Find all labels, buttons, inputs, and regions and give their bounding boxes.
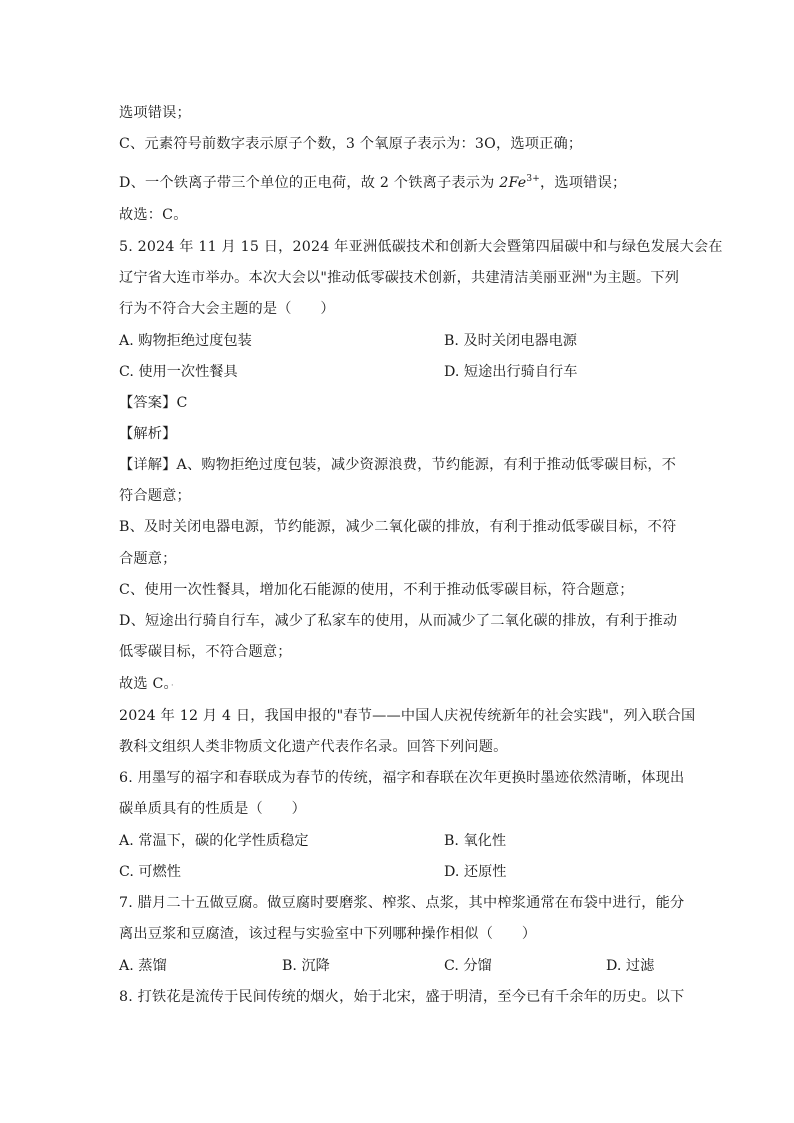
text-segment: ，选项错误； xyxy=(540,175,627,191)
option-a: A. 购物拒绝过度包装 xyxy=(119,333,252,349)
question-7-line: 离出豆浆和豆腐渣，该过程与实验室中下列哪种操作相似（ ） xyxy=(119,926,537,942)
option-b: B. 及时关闭电器电源 xyxy=(444,333,577,349)
explanation-line: 【详解】A、购物拒绝过度包装，减少资源浪费，节约能源，有利于推动低零碳目标，不 xyxy=(119,457,677,473)
question-7-line: 7. 腊月二十五做豆腐。做豆腐时要磨浆、榨浆、点浆，其中榨浆通常在布袋中进行，能分 xyxy=(119,895,685,911)
question-5-line: 行为不符合大会主题的是（ ） xyxy=(119,301,335,317)
question-5-line: 辽宁省大连市举办。本次大会以"推动低零碳技术创新，共建清洁美丽亚洲"为主题。下列 xyxy=(119,270,680,286)
analysis-label: 【解析】 xyxy=(119,426,177,442)
explanation-line: C、使用一次性餐具，增加化石能源的使用，不利于推动低零碳目标，符合题意； xyxy=(119,582,634,598)
intro-line: 2024 年 12 月 4 日，我国申报的"春节——中国人庆祝传统新年的社会实践"，列入联合国 xyxy=(119,708,696,724)
explanation-line: 合题意； xyxy=(119,551,177,567)
question-6-line: 6. 用墨写的福字和春联成为春节的传统，福字和春联在次年更换时墨迹依然清晰，体现出 xyxy=(119,770,685,786)
option-c: C. 使用一次性餐具 xyxy=(119,364,238,380)
question-6-line: 碳单质具有的性质是（ ） xyxy=(119,801,307,817)
option-b: B. 沉降 xyxy=(282,958,330,974)
text-line: C、元素符号前数字表示原子个数，3 个氧原子表示为：3O，选项正确； xyxy=(119,136,583,152)
explanation-line: 低零碳目标，不符合题意； xyxy=(119,644,292,660)
intro-line: 教科文组织人类非物质文化遗产代表作名录。回答下列问题。 xyxy=(119,739,508,755)
formula-element: Fe xyxy=(508,175,527,191)
explanation-line xyxy=(119,675,174,695)
option-b: B. 氧化性 xyxy=(444,833,507,849)
answer-label: 【答案】C xyxy=(119,395,188,411)
explanation-line: 符合题意； xyxy=(119,488,191,504)
question-5-line: 5. 2024 年 11 月 15 日，2024 年亚洲低碳技术和创新大会暨第四届碳中和与绿色发展大会在 xyxy=(119,239,723,255)
text-line-formula xyxy=(119,170,626,192)
text-segment: 故选 C。 xyxy=(119,676,171,692)
text-line: 选项错误； xyxy=(119,105,191,121)
option-c: C. 可燃性 xyxy=(119,864,181,880)
formula-charge: 3+ xyxy=(526,174,541,184)
option-d: D. 过滤 xyxy=(606,958,655,974)
explanation-line: B、及时关闭电器电源，节约能源，减少二氧化碳的排放，有利于推动低零碳目标，不符 xyxy=(119,519,677,535)
question-8-line: 8. 打铁花是流传于民间传统的烟火，始于北宋，盛于明清，至今已有千余年的历史。以下 xyxy=(119,989,685,1005)
option-c: C. 分馏 xyxy=(444,958,492,974)
option-d: D. 短途出行骑自行车 xyxy=(444,364,578,380)
explanation-line: D、短途出行骑自行车，减少了私家车的使用，从而减少了二氧化碳的排放，有利于推动 xyxy=(119,613,678,629)
formula-coefficient: 2 xyxy=(499,175,509,191)
option-a: A. 蒸馏 xyxy=(119,958,167,974)
option-d: D. 还原性 xyxy=(444,864,507,880)
text-line: 故选：C。 xyxy=(119,207,188,223)
stray-mark: · xyxy=(170,681,174,691)
option-a: A. 常温下，碳的化学性质稳定 xyxy=(119,833,309,849)
text-segment: D、一个铁离子带三个单位的正电荷，故 2 个铁离子表示为 xyxy=(119,175,500,191)
